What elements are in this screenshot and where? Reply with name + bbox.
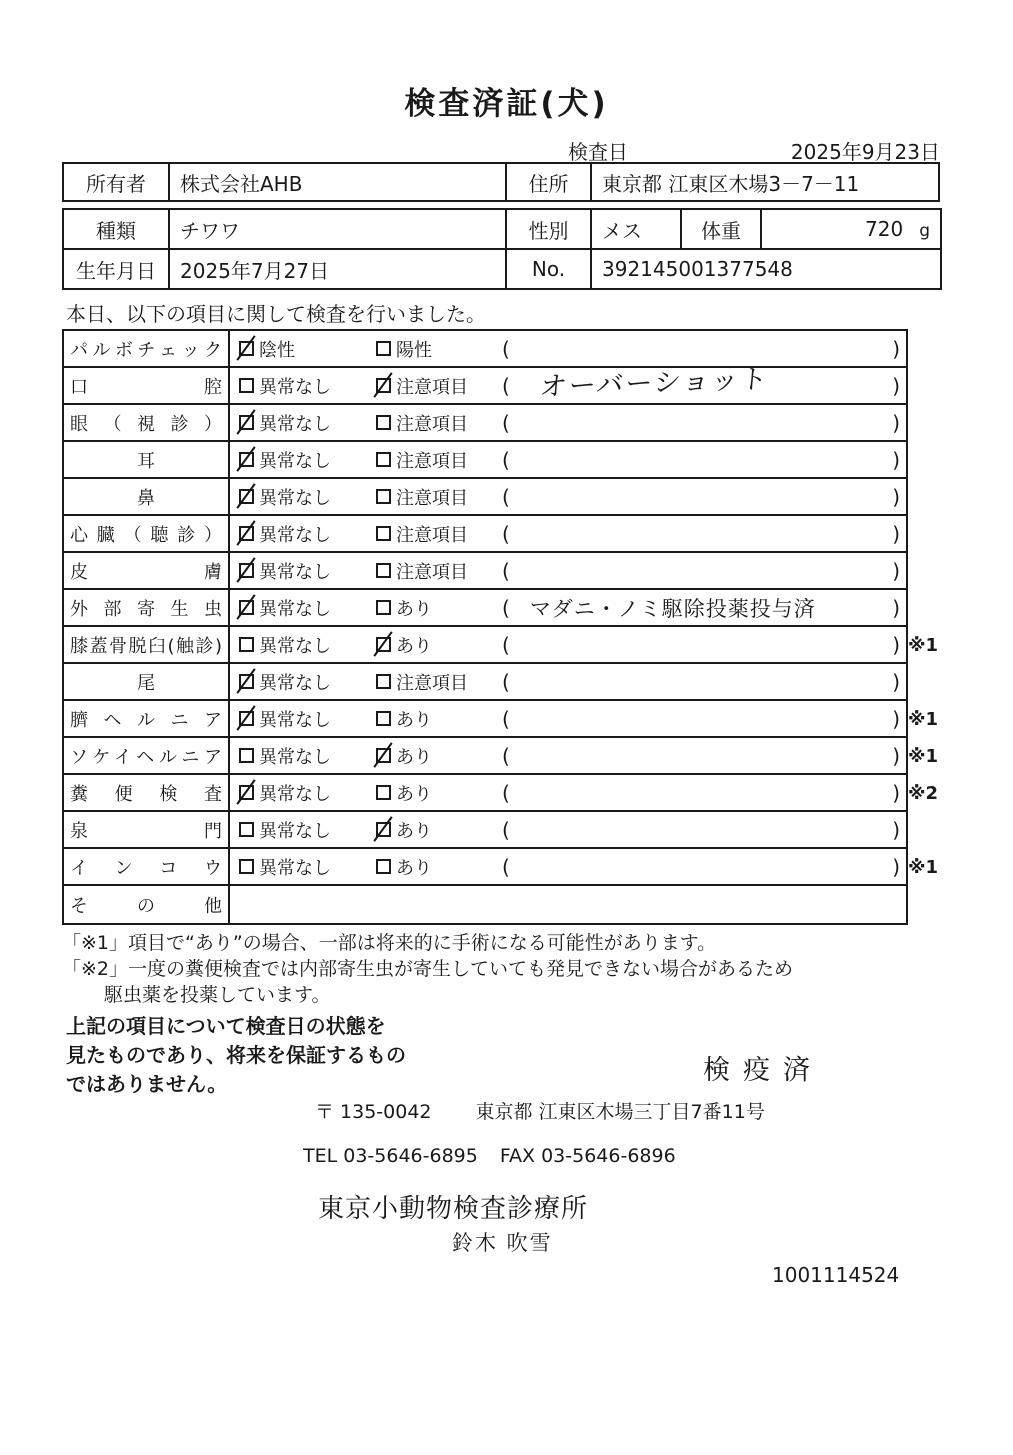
option-2 (376, 553, 468, 588)
remarks-area (502, 701, 900, 736)
remarks-note: マダニ・ノミ駆除投薬投与済 (529, 596, 816, 621)
checkbox[interactable] (239, 637, 254, 652)
checklist-item-body (230, 627, 906, 662)
option-2 (376, 442, 468, 477)
open-paren: ( (502, 595, 510, 620)
remarks-area (502, 516, 900, 551)
option-2 (376, 812, 432, 847)
checklist-item-label-cell (64, 331, 230, 366)
checkbox[interactable] (376, 526, 391, 541)
option-2-label: あり (396, 857, 432, 879)
option-1-label: 異常なし (259, 376, 331, 398)
checklist-item-label-cell (64, 701, 230, 736)
option-1-label: 異常なし (259, 524, 331, 546)
owner-table (62, 162, 940, 202)
clinic-fax: FAX 03-5646-6896 (499, 1145, 676, 1167)
option-2-label: 注意項目 (396, 561, 468, 583)
owner-label: 所有者 (63, 163, 169, 201)
close-paren: ) (892, 521, 900, 546)
disclaimer-line-2: 見たものであり、将来を保証するもの (66, 1043, 406, 1067)
option-2-label: 注意項目 (396, 524, 468, 546)
checklist-item-body (230, 849, 906, 884)
option-1 (239, 738, 331, 773)
option-2-label: 陽性 (396, 339, 432, 361)
close-paren: ) (892, 447, 900, 472)
checklist-row (64, 405, 906, 442)
checkbox[interactable] (376, 748, 391, 763)
option-1 (239, 368, 331, 403)
checklist-item-label: 口腔 (70, 376, 222, 398)
close-paren: ) (892, 558, 900, 583)
option-1 (239, 331, 295, 366)
close-paren: ) (892, 780, 900, 805)
option-2-label: 注意項目 (396, 376, 468, 398)
disclaimer (66, 1012, 406, 1099)
option-2 (376, 775, 432, 810)
checkbox[interactable] (239, 526, 254, 541)
checkbox[interactable] (239, 489, 254, 504)
footnote-ref-mark: ※2 (908, 783, 939, 804)
checklist-item-body (230, 479, 906, 514)
checklist-item-label-cell (64, 405, 230, 440)
close-paren: ) (892, 632, 900, 657)
open-paren: ( (502, 336, 510, 361)
intro-text: 本日、以下の項目に関して検査を行いました。 (66, 302, 486, 326)
checklist-item-body (230, 405, 906, 440)
checkbox[interactable] (239, 415, 254, 430)
exam-date-row (568, 136, 940, 165)
option-2 (376, 479, 468, 514)
weight-number: 720 (865, 217, 904, 241)
option-1-label: 陰性 (259, 339, 295, 361)
option-1-label: 異常なし (259, 709, 331, 731)
close-paren: ) (892, 410, 900, 435)
checklist-item-label: 臍ヘルニア (70, 709, 222, 731)
checklist-table (62, 329, 939, 925)
option-1-label: 異常なし (259, 561, 331, 583)
option-1 (239, 849, 331, 884)
footnote-ref-mark: ※1 (908, 709, 939, 730)
veterinarian-name: 鈴木 吹雪 (452, 1231, 553, 1255)
remarks-area (502, 590, 900, 625)
checklist-row (64, 812, 906, 849)
open-paren: ( (502, 373, 510, 398)
option-2-label: あり (396, 635, 432, 657)
footnotes (62, 930, 793, 1008)
footnote-2-continued: 駆虫薬を投薬しています。 (104, 984, 331, 1006)
quarantine-stamp: 検疫済 (703, 1055, 823, 1086)
checklist-item-body (230, 738, 906, 773)
remarks-area (502, 553, 900, 588)
clinic-tel: TEL 03-5646-6895 (303, 1145, 478, 1167)
checklist-item-label: 耳 (137, 450, 155, 472)
checklist-item-label: 尾 (137, 672, 155, 694)
checklist-item-label: インコウ (70, 857, 222, 879)
option-2 (376, 664, 468, 699)
checklist-item-label: ソケイヘルニア (70, 746, 222, 768)
option-2 (376, 331, 432, 366)
remarks-area (502, 479, 900, 514)
checkbox[interactable] (376, 563, 391, 578)
checkbox[interactable] (239, 563, 254, 578)
remarks-note: オーバーショット (538, 363, 771, 404)
exam-date-label: 検査日 (568, 140, 628, 164)
checkbox[interactable] (376, 785, 391, 800)
option-1-label: 異常なし (259, 857, 331, 879)
checklist-item-label-cell (64, 442, 230, 477)
checklist-item-label: 泉門 (70, 820, 222, 842)
checkbox[interactable] (376, 452, 391, 467)
weight-value (761, 209, 941, 249)
checklist-row (64, 590, 906, 627)
checklist-item-label: 心臓（聴診） (70, 524, 222, 546)
number-value: 392145001377548 (591, 249, 941, 289)
checkbox[interactable] (376, 378, 391, 393)
option-1 (239, 627, 331, 662)
checklist-row (64, 738, 939, 775)
footnote-2: 「※2」一度の糞便検査では内部寄生虫が寄生していても発見できない場合があるため (62, 958, 794, 980)
open-paren: ( (502, 447, 510, 472)
clinic-address: 東京都 江東区木場三丁目7番11号 (475, 1101, 765, 1123)
clinic-name: 東京小動物検査診療所 (318, 1194, 589, 1224)
option-2 (376, 627, 432, 662)
option-1 (239, 775, 331, 810)
option-1-label: 異常なし (259, 450, 331, 472)
footnote-1: 「※1」項目で“あり”の場合、一部は将来的に手術になる可能性があります。 (62, 932, 717, 954)
checkbox[interactable] (376, 415, 391, 430)
option-1-label: 異常なし (259, 487, 331, 509)
birthdate-label: 生年月日 (63, 249, 169, 289)
option-2-label: 注意項目 (396, 413, 468, 435)
checkbox[interactable] (376, 637, 391, 652)
checkbox[interactable] (376, 859, 391, 874)
option-2-label: 注意項目 (396, 672, 468, 694)
checkbox[interactable] (239, 378, 254, 393)
checklist-item-label: 皮膚 (70, 561, 222, 583)
option-2-label: あり (396, 820, 432, 842)
sex-value: メス (591, 209, 681, 249)
option-2-label: あり (396, 709, 432, 731)
number-label: No. (506, 249, 591, 289)
checklist-item-label-cell (64, 775, 230, 810)
open-paren: ( (502, 484, 510, 509)
option-2-label: 注意項目 (396, 450, 468, 472)
option-1 (239, 701, 331, 736)
remarks-area (502, 627, 900, 662)
checklist-item-body (230, 701, 906, 736)
checklist-item-label-cell (64, 590, 230, 625)
checklist-item-body (230, 442, 906, 477)
checkbox[interactable] (239, 748, 254, 763)
close-paren: ) (892, 817, 900, 842)
breed-value: チワワ (169, 209, 506, 249)
checkbox[interactable] (376, 711, 391, 726)
checklist-row (64, 775, 939, 812)
footnote-ref-mark: ※1 (908, 857, 939, 878)
weight-unit: g (919, 221, 930, 241)
checklist-item-label-cell (64, 664, 230, 699)
open-paren: ( (502, 669, 510, 694)
option-1 (239, 516, 331, 551)
checklist-item-body (230, 363, 906, 404)
checklist-item-label: 糞便検査 (70, 783, 222, 805)
footnote-ref-mark: ※1 (908, 635, 939, 656)
checkbox[interactable] (239, 822, 254, 837)
option-1-label: 異常なし (259, 635, 331, 657)
option-2 (376, 516, 468, 551)
checklist-item-body (230, 775, 906, 810)
clinic-postal-line (315, 1097, 765, 1124)
checklist-item-body (230, 812, 906, 847)
footnote-ref-mark: ※1 (908, 746, 939, 767)
checklist-row (64, 849, 939, 886)
option-2 (376, 738, 432, 773)
remarks-area (502, 738, 900, 773)
pet-table (62, 208, 942, 290)
open-paren: ( (502, 632, 510, 657)
option-2-label: あり (396, 598, 432, 620)
open-paren: ( (502, 817, 510, 842)
document-title: 検査済証(犬) (404, 86, 609, 122)
checkbox[interactable] (239, 341, 254, 356)
option-2 (376, 405, 468, 440)
checklist-item-body (230, 590, 906, 625)
option-2 (376, 590, 432, 625)
checklist-item-label: 眼（視診） (70, 413, 222, 435)
option-2 (376, 849, 432, 884)
checklist-row (64, 886, 906, 923)
checklist-item-label-cell (64, 516, 230, 551)
checklist-item-label-cell (64, 738, 230, 773)
checklist-row (64, 442, 906, 479)
option-2-label: あり (396, 783, 432, 805)
remarks-area (502, 405, 900, 440)
owner-row (63, 163, 939, 201)
checklist-item-body (230, 553, 906, 588)
option-1 (239, 590, 331, 625)
checklist-row (64, 553, 906, 590)
checkbox[interactable] (376, 600, 391, 615)
option-1-label: 異常なし (259, 413, 331, 435)
option-1 (239, 664, 331, 699)
remarks-area (502, 664, 900, 699)
remarks-area (502, 363, 900, 404)
close-paren: ) (892, 669, 900, 694)
birthdate-value: 2025年7月27日 (169, 249, 506, 289)
remarks-area (502, 812, 900, 847)
checkbox[interactable] (239, 674, 254, 689)
close-paren: ) (892, 484, 900, 509)
checklist-row (64, 479, 906, 516)
checkbox[interactable] (376, 674, 391, 689)
checkbox[interactable] (239, 600, 254, 615)
checklist-item-label-cell (64, 368, 230, 403)
remarks-area (502, 775, 900, 810)
checklist-row (64, 516, 906, 553)
document-code: 1001114524 (772, 1263, 900, 1287)
checklist-item-body (230, 516, 906, 551)
checklist-row (64, 664, 906, 701)
option-1 (239, 479, 331, 514)
sex-label: 性別 (506, 209, 591, 249)
checklist-item-label: その他 (70, 895, 222, 917)
option-2 (376, 701, 432, 736)
open-paren: ( (502, 780, 510, 805)
pet-row-1 (63, 209, 941, 249)
checklist-row (64, 627, 939, 664)
option-1-label: 異常なし (259, 746, 331, 768)
checklist-item-label: 鼻 (137, 487, 155, 509)
close-paren: ) (892, 595, 900, 620)
checklist-item-label-cell (64, 886, 230, 923)
option-1-label: 異常なし (259, 598, 331, 620)
option-1-label: 異常なし (259, 783, 331, 805)
checklist-item-label-cell (64, 553, 230, 588)
breed-label: 種類 (63, 209, 169, 249)
postal-code: 〒 135-0042 (315, 1101, 432, 1123)
option-2 (376, 368, 468, 403)
disclaimer-line-3: ではありません。 (66, 1072, 228, 1096)
checklist-row (64, 701, 939, 738)
checkbox[interactable] (239, 785, 254, 800)
checklist-item-label: パルボチェック (70, 339, 222, 361)
option-1 (239, 442, 331, 477)
option-1-label: 異常なし (259, 672, 331, 694)
close-paren: ) (892, 373, 900, 398)
checklist-row (64, 363, 906, 405)
checklist-item-label-cell (64, 849, 230, 884)
open-paren: ( (502, 558, 510, 583)
remarks-area (502, 442, 900, 477)
open-paren: ( (502, 521, 510, 546)
pet-row-2 (63, 249, 941, 289)
owner-value: 株式会社AHB (169, 163, 506, 201)
exam-date-value: 2025年9月23日 (790, 140, 940, 164)
clinic-contact-line (303, 1145, 676, 1167)
checklist-item-body (230, 664, 906, 699)
checklist-item-body (230, 886, 906, 923)
option-1-label: 異常なし (259, 820, 331, 842)
checkbox[interactable] (239, 711, 254, 726)
checkbox[interactable] (376, 489, 391, 504)
checklist-item-label-cell (64, 479, 230, 514)
weight-label: 体重 (681, 209, 761, 249)
close-paren: ) (892, 706, 900, 731)
open-paren: ( (502, 743, 510, 768)
open-paren: ( (502, 410, 510, 435)
address-label: 住所 (506, 163, 591, 201)
checkbox[interactable] (376, 822, 391, 837)
address-value: 東京都 江東区木場3－7－11 (591, 163, 939, 201)
disclaimer-line-1: 上記の項目について検査日の状態を (66, 1014, 386, 1038)
close-paren: ) (892, 743, 900, 768)
option-1 (239, 553, 331, 588)
checkbox[interactable] (239, 452, 254, 467)
checklist-item-label: 膝蓋骨脱臼(触診) (70, 635, 222, 657)
checkbox[interactable] (239, 859, 254, 874)
option-2-label: あり (396, 746, 432, 768)
checkbox[interactable] (376, 341, 391, 356)
option-1 (239, 405, 331, 440)
option-2-label: 注意項目 (396, 487, 468, 509)
open-paren: ( (502, 706, 510, 731)
close-paren: ) (892, 854, 900, 879)
close-paren: ) (892, 336, 900, 361)
open-paren: ( (502, 854, 510, 879)
checklist-item-label-cell (64, 812, 230, 847)
checklist-item-label-cell (64, 627, 230, 662)
checklist-item-label: 外部寄生虫 (70, 598, 222, 620)
option-1 (239, 812, 331, 847)
remarks-area (502, 849, 900, 884)
